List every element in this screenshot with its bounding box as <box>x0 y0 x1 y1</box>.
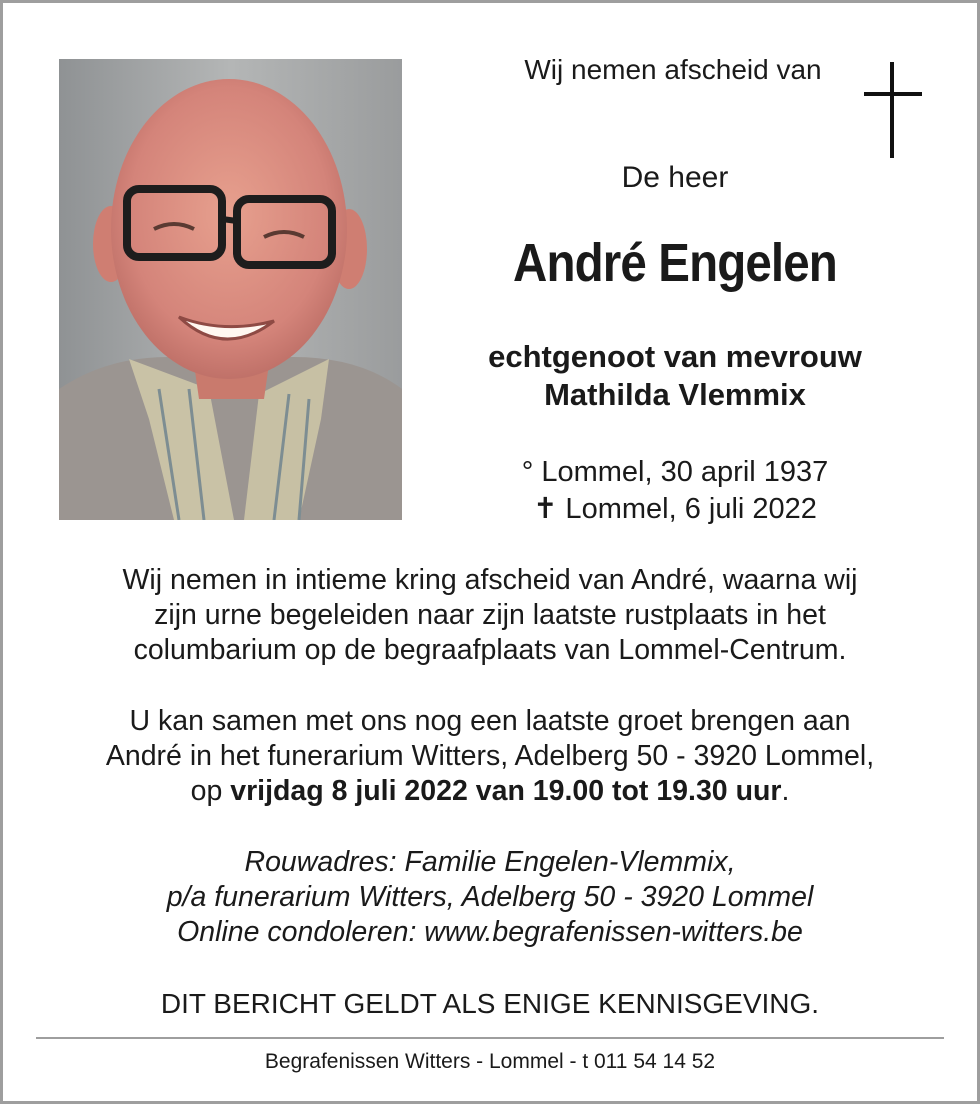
visitation-time: vrijdag 8 juli 2022 van 19.00 tot 19.30 uur <box>230 775 782 807</box>
visitation-time-line <box>40 774 940 809</box>
visitation-paragraph <box>40 704 940 809</box>
death-date: ✝ Lommel, 6 juli 2022 <box>533 493 817 525</box>
paragraph-line: zijn urne begeleiden naar zijn laatste rustplaats in het <box>154 599 826 631</box>
mourning-address: Rouwadres: Familie Engelen-Vlemmix, <box>244 846 736 878</box>
footer-contact: Begrafenissen Witters - Lommel - t 011 54 14 52 <box>264 1050 716 1073</box>
paragraph-line: columbarium op de begraafplaats van Lommel-Centrum. <box>133 634 847 666</box>
portrait-photo <box>59 59 402 520</box>
spouse-line-2: Mathilda Vlemmix <box>544 377 806 412</box>
notice-disclaimer: DIT BERICHT GELDT ALS ENIGE KENNISGEVING. <box>160 988 820 1019</box>
deceased-name: André Engelen <box>513 233 837 293</box>
ceremony-paragraph <box>40 563 940 668</box>
title-prefix: De heer <box>621 161 729 194</box>
online-condolence: Online condoleren: www.begrafenissen-witters.be <box>177 916 803 948</box>
life-dates <box>440 454 910 528</box>
paragraph-line: André in het funerarium Witters, Adelberg 50 - 3920 Lommel, <box>105 740 875 772</box>
footer-divider <box>36 1037 944 1039</box>
spouse-info <box>440 338 910 414</box>
notice-intro: Wij nemen afscheid van <box>524 54 822 85</box>
address-paragraph <box>40 845 940 950</box>
birth-date: ° Lommel, 30 april 1937 <box>521 456 829 488</box>
paragraph-line: U kan samen met ons nog een laatste groet brengen aan <box>129 705 851 737</box>
visitation-prefix: op <box>190 775 231 807</box>
paragraph-line: Wij nemen in intieme kring afscheid van André, waarna wij <box>122 564 858 596</box>
spouse-line-1: echtgenoot van mevrouw <box>488 339 862 374</box>
funeral-home-address: p/a funerarium Witters, Adelberg 50 - 3920 Lommel <box>166 881 814 913</box>
visitation-suffix: . <box>781 775 790 807</box>
